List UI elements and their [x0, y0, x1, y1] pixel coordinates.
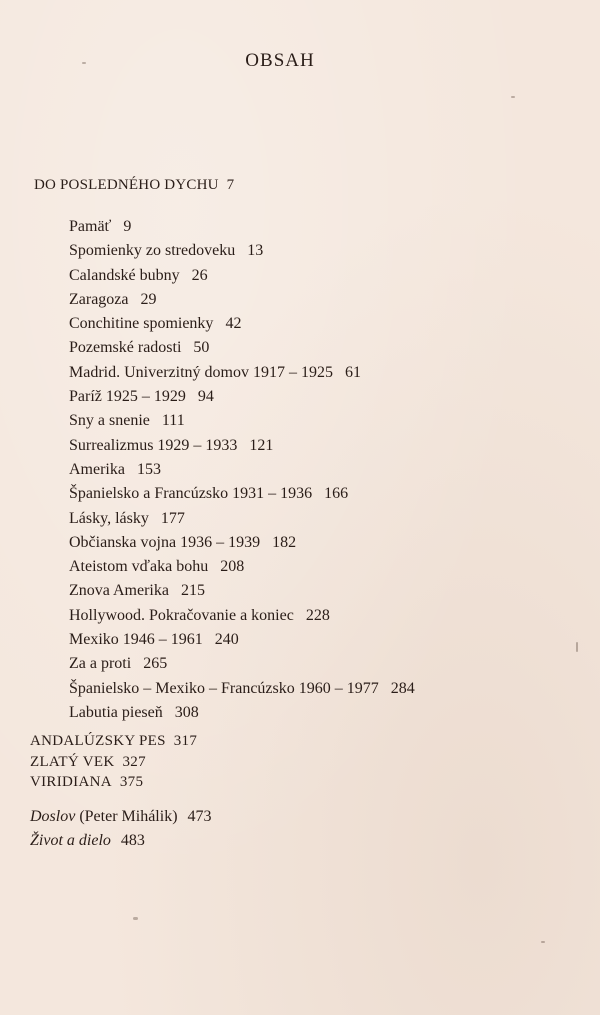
toc-entry-page: 42 — [225, 315, 242, 333]
paper-speck — [82, 62, 86, 64]
toc-entry — [69, 579, 415, 603]
toc-entry — [69, 701, 415, 725]
toc-entry-label: Španielsko a Francúzsko 1931 – 1936 — [69, 485, 313, 503]
chapter-list — [69, 215, 415, 725]
toc-entry-page: 94 — [197, 388, 214, 406]
toc-entry-page: 284 — [390, 679, 415, 697]
paper-speck — [576, 642, 578, 652]
toc-entry — [69, 677, 415, 701]
paper-speck — [511, 96, 515, 98]
toc-entry-label: Znova Amerika — [69, 582, 169, 600]
toc-entry — [69, 434, 415, 458]
page-title: OBSAH — [245, 50, 315, 71]
paper-speck — [133, 917, 138, 920]
paper-speck — [541, 941, 545, 943]
toc-entry-label: Pozemské radosti — [69, 339, 182, 357]
toc-entry-label: Amerika — [69, 460, 125, 478]
part-entry-label: VIRIDIANA — [30, 774, 112, 790]
toc-entry — [69, 507, 415, 531]
back-matter-entry — [30, 805, 212, 829]
part-entry-page: 327 — [122, 753, 146, 770]
toc-entry-page: 228 — [305, 606, 330, 624]
toc-entry-label: Hollywood. Pokračovanie a koniec — [69, 606, 294, 624]
back-matter-subtitle: (Peter Mihálik) — [75, 808, 178, 825]
toc-entry-page: 13 — [247, 242, 264, 260]
toc-entry — [69, 264, 415, 288]
toc-entry-label: Conchitine spomienky — [69, 315, 214, 333]
toc-entry-label: Madrid. Univerzitný domov 1917 – 1925 — [69, 363, 333, 381]
section-heading-label: DO POSLEDNÉHO DYCHU — [34, 177, 219, 193]
toc-entry — [69, 604, 415, 628]
toc-entry-page: 182 — [272, 533, 297, 551]
toc-entry-label: Paríž 1925 – 1929 — [69, 388, 186, 406]
toc-entry — [69, 555, 415, 579]
toc-entry — [69, 239, 415, 263]
toc-entry — [69, 312, 415, 336]
toc-entry-page: 166 — [324, 485, 349, 503]
back-matter-title: Doslov — [30, 808, 76, 825]
toc-entry — [69, 458, 415, 482]
toc-entry-page: 26 — [191, 266, 208, 284]
toc-entry — [69, 482, 415, 506]
toc-entry-page: 177 — [160, 509, 185, 527]
toc-entry-page: 111 — [161, 412, 185, 430]
section-heading — [34, 177, 234, 194]
toc-entry-label: Sny a snenie — [69, 412, 150, 430]
toc-entry — [69, 361, 415, 385]
toc-entry-page: 61 — [344, 363, 361, 381]
part-entry-label: ANDALÚZSKY PES — [30, 733, 166, 749]
toc-entry-page: 9 — [123, 218, 132, 235]
toc-entry — [69, 288, 415, 312]
toc-entry-label: Za a proti — [69, 655, 132, 673]
toc-entry-label: Zaragoza — [69, 290, 129, 308]
part-entry — [30, 752, 197, 773]
toc-entry-label: Pamäť — [69, 218, 112, 235]
part-entry-page: 317 — [173, 733, 198, 749]
toc-entry — [69, 215, 415, 239]
toc-entry-label: Labutia pieseň — [69, 703, 163, 721]
toc-entry — [69, 531, 415, 555]
toc-entry-label: Občianska vojna 1936 – 1939 — [69, 533, 261, 551]
back-matter-list — [30, 805, 212, 853]
toc-entry-page: 153 — [136, 460, 161, 478]
part-entry-page: 375 — [119, 774, 144, 790]
toc-entry-label: Španielsko – Mexiko – Francúzsko 1960 – 1977 — [69, 679, 379, 697]
parts-list — [30, 731, 197, 793]
toc-entry-label: Surrealizmus 1929 – 1933 — [69, 436, 238, 454]
toc-entry-page: 50 — [193, 339, 210, 357]
toc-entry-label: Calandské bubny — [69, 266, 180, 284]
part-entry-label: ZLATÝ VEK — [30, 753, 115, 770]
part-entry — [30, 731, 197, 752]
toc-entry-page: 265 — [143, 655, 168, 673]
part-entry — [30, 772, 197, 793]
section-heading-page: 7 — [226, 177, 235, 193]
toc-entry-page: 308 — [174, 703, 199, 721]
back-matter-entry — [30, 829, 212, 853]
toc-entry — [69, 628, 415, 652]
toc-entry-page: 215 — [180, 582, 205, 600]
toc-entry-page: 29 — [140, 290, 157, 308]
back-matter-title: Život a dielo — [30, 832, 111, 849]
toc-entry-label: Spomienky zo stredoveku — [69, 242, 236, 260]
back-matter-page: 483 — [120, 832, 145, 849]
toc-entry-page: 121 — [249, 436, 274, 454]
toc-entry — [69, 385, 415, 409]
toc-entry-label: Mexiko 1946 – 1961 — [69, 631, 203, 649]
toc-entry-page: 240 — [214, 631, 239, 649]
toc-entry — [69, 652, 415, 676]
toc-entry-label: Ateistom vďaka bohu — [69, 558, 209, 576]
toc-entry-label: Lásky, lásky — [69, 509, 149, 527]
toc-entry — [69, 409, 415, 433]
back-matter-page: 473 — [187, 808, 212, 825]
toc-entry — [69, 336, 415, 360]
toc-entry-page: 208 — [220, 558, 245, 576]
